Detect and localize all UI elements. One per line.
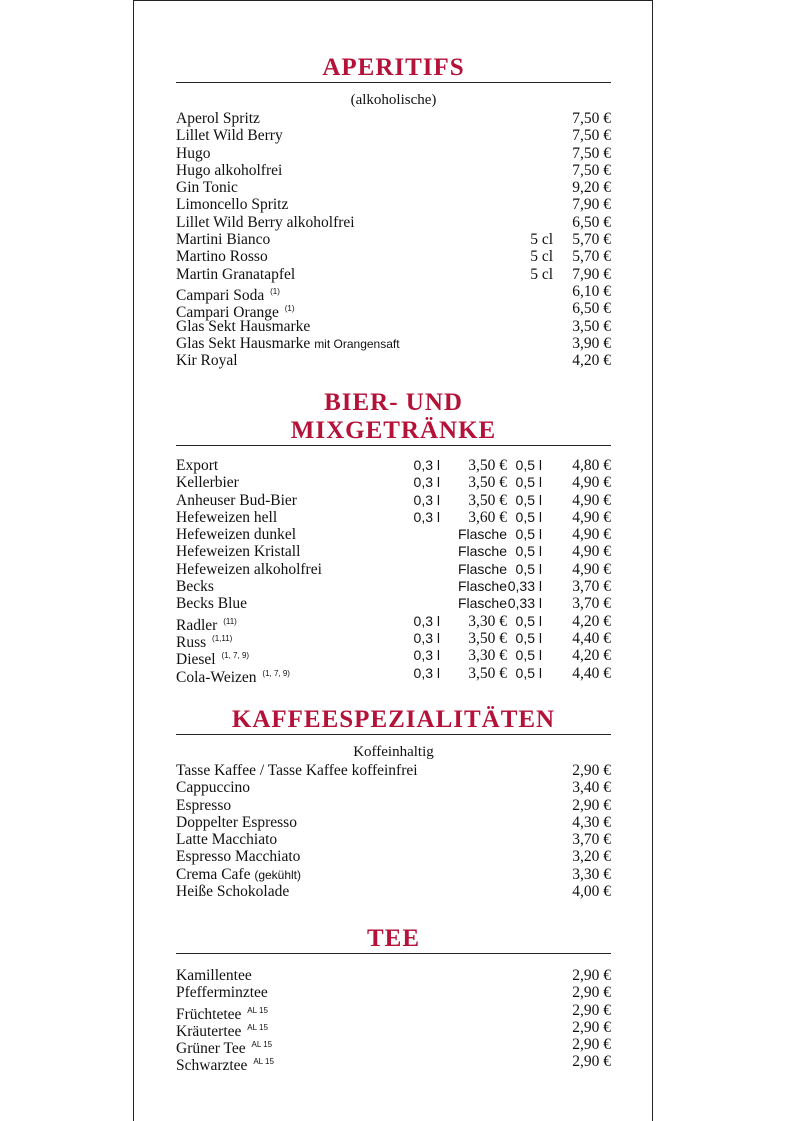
list-item: [176, 629, 611, 651]
list-item: [176, 248, 611, 265]
item-name: [176, 595, 247, 612]
item-note: (gekühlt): [254, 867, 302, 882]
item-price: 2,90 €: [572, 1018, 611, 1036]
item-name-text: Cappuccino: [176, 779, 251, 797]
item-price: 5,70 €: [572, 248, 611, 266]
item-name-text: Martino Rosso: [176, 248, 268, 266]
list-item: [176, 457, 611, 474]
kaffee-title: KAFFEESPEZIALITÄTEN: [231, 706, 556, 733]
list-item: [176, 474, 611, 491]
aperitifs-title: APERITIFS: [322, 54, 465, 81]
aperitifs-subtitle: (alkoholische): [350, 92, 437, 108]
item-name: [176, 509, 277, 526]
item-price: 7,50 €: [572, 144, 611, 162]
item-name-text: Kellerbier: [176, 474, 239, 492]
item-price: 2,90 €: [572, 796, 611, 814]
item-name: [176, 967, 252, 984]
item-name: [176, 866, 301, 884]
item-name: [176, 179, 238, 196]
item-size-large: 0,5 l: [515, 629, 542, 646]
item-price: 3,20 €: [572, 848, 611, 866]
item-price: 6,50 €: [572, 300, 611, 318]
item-name-text: Russ: [176, 633, 207, 651]
item-price-large: 4,90 €: [572, 474, 611, 492]
item-name-text: Espresso Macchiato: [176, 848, 301, 866]
item-price: 6,50 €: [572, 213, 611, 231]
list-item: [176, 883, 611, 900]
list-item: [176, 127, 611, 144]
item-size-small: 0,3 l: [413, 612, 440, 629]
bier-list: [176, 457, 611, 686]
item-size-large: 0,5 l: [515, 647, 542, 664]
list-item: [176, 1053, 611, 1075]
item-name-text: Aperol Spritz: [176, 110, 260, 127]
list-item: [176, 647, 611, 669]
item-name: [176, 831, 277, 848]
list-item: [176, 561, 611, 578]
item-name: [176, 526, 296, 543]
item-name: [176, 127, 283, 144]
list-item: [176, 318, 611, 335]
item-quantity: 5 cl: [530, 248, 553, 266]
tee-rule: [176, 953, 611, 954]
item-allergen-note: AL 15: [251, 1040, 273, 1050]
item-price: 3,30 €: [572, 865, 611, 883]
list-item: [176, 214, 611, 231]
item-size-small: 0,3 l: [413, 508, 440, 525]
list-item: [176, 179, 611, 196]
list-item: [176, 300, 611, 322]
item-name: [176, 762, 418, 779]
item-price: 7,50 €: [572, 127, 611, 145]
item-name-text: Becks: [176, 578, 214, 596]
list-item: [176, 1018, 611, 1040]
item-name-text: Früchtetee: [176, 1005, 242, 1023]
tee-title: TEE: [366, 925, 421, 952]
item-name: [176, 248, 268, 265]
item-name: [176, 578, 214, 595]
item-price-small: Flasche: [457, 560, 507, 577]
item-price-large: 4,90 €: [572, 491, 611, 509]
list-item: [176, 231, 611, 248]
bier-section: [176, 389, 611, 686]
item-price-small: Flasche: [457, 543, 507, 560]
item-name-text: Glas Sekt Hausmarke: [176, 317, 311, 335]
item-name-text: Latte Macchiato: [176, 831, 278, 849]
list-item: [176, 779, 611, 796]
item-quantity: 5 cl: [530, 231, 553, 249]
item-name-text: Schwarztee: [176, 1057, 248, 1075]
item-allergen-note: (1): [284, 304, 295, 314]
bier-title-line1: BIER- UND: [324, 389, 463, 416]
item-price: 3,40 €: [572, 779, 611, 797]
item-size-large: 0,33 l: [507, 578, 542, 595]
item-name: [176, 145, 210, 162]
item-name-text: Crema Cafe: [176, 865, 251, 883]
item-price-small: Flasche: [457, 595, 507, 612]
item-price-small: 3,50 €: [468, 491, 507, 509]
item-size-small: 0,3 l: [413, 647, 440, 664]
item-price: 3,90 €: [572, 334, 611, 352]
item-size-large: 0,5 l: [515, 491, 542, 508]
item-name-text: Grüner Tee: [176, 1040, 246, 1058]
item-name-text: Kamillentee: [176, 967, 252, 984]
bier-rule: [176, 445, 611, 446]
item-size-large: 0,5 l: [515, 612, 542, 629]
item-price-large: 4,20 €: [572, 612, 611, 630]
item-size-small: 0,3 l: [413, 457, 440, 473]
item-name-text: Hefeweizen hell: [176, 508, 278, 526]
item-price-large: 4,90 €: [572, 526, 611, 544]
item-size-large: 0,33 l: [507, 595, 542, 612]
item-name-text: Export: [176, 457, 219, 474]
item-allergen-note: AL 15: [247, 1005, 268, 1015]
item-price: 2,90 €: [572, 1036, 611, 1054]
item-name-text: Hefeweizen Kristall: [176, 543, 301, 561]
kaffee-subtitle: Koffeinhaltig: [353, 744, 434, 760]
item-allergen-note: AL 15: [247, 1022, 268, 1032]
bier-title-line2: MIXGETRÄNKE: [290, 417, 497, 444]
list-item: [176, 967, 611, 984]
item-size-large: 0,5 l: [515, 474, 542, 491]
item-name: [176, 352, 238, 369]
item-name: [176, 984, 268, 1001]
list-item: [176, 814, 611, 831]
list-item: [176, 984, 611, 1001]
item-price: 7,90 €: [572, 196, 611, 214]
list-item: [176, 664, 611, 686]
item-size-large: 0,5 l: [515, 543, 542, 560]
item-name: [176, 814, 297, 831]
item-price-large: 4,40 €: [572, 629, 611, 647]
item-price-large: 3,70 €: [572, 578, 611, 596]
item-name-text: Tasse Kaffee / Tasse Kaffee koffeinfrei: [176, 762, 418, 779]
item-price: 4,00 €: [572, 883, 611, 901]
item-name-text: Cola-Weizen: [176, 668, 257, 686]
item-name: [176, 318, 310, 335]
item-name: [176, 561, 322, 578]
item-size-small: 0,3 l: [413, 491, 440, 508]
item-price: 4,20 €: [572, 352, 611, 370]
item-name-text: Doppelter Espresso: [176, 813, 297, 831]
aperitifs-list: [176, 110, 611, 369]
item-price-large: 4,90 €: [572, 508, 611, 526]
item-size-small: 0,3 l: [413, 474, 440, 491]
aperitifs-rule: [176, 82, 611, 83]
item-name-text: Campari Orange: [176, 304, 279, 322]
item-name-text: Anheuser Bud-Bier: [176, 491, 297, 509]
item-price: 3,70 €: [572, 831, 611, 849]
item-name-text: Martin Granatapfel: [176, 265, 296, 283]
list-item: [176, 595, 611, 612]
item-price-small: Flasche: [457, 526, 507, 543]
item-price-small: Flasche: [457, 578, 507, 595]
item-name-text: Campari Soda: [176, 286, 265, 304]
item-price: 2,90 €: [572, 762, 611, 779]
list-item: [176, 543, 611, 560]
item-name-text: Diesel: [176, 651, 216, 669]
list-item: [176, 162, 611, 179]
item-name-text: Lillet Wild Berry alkoholfrei: [176, 213, 355, 231]
item-name: [176, 474, 239, 491]
list-item: [176, 266, 611, 283]
item-price: 3,50 €: [572, 317, 611, 335]
item-name: [176, 110, 260, 127]
item-size-large: 0,5 l: [515, 560, 542, 577]
item-price-small: 3,30 €: [468, 612, 507, 630]
kaffee-section: [176, 706, 611, 900]
item-price-large: 4,40 €: [572, 664, 611, 682]
item-name-text: Becks Blue: [176, 595, 248, 613]
item-name: [176, 196, 288, 213]
list-item: [176, 509, 611, 526]
item-name: [176, 335, 400, 353]
item-price: 2,90 €: [572, 984, 611, 1002]
item-price-small: 3,50 €: [468, 457, 507, 474]
list-item: [176, 831, 611, 848]
item-price: 7,50 €: [572, 110, 611, 127]
item-name: [176, 214, 355, 231]
item-price-large: 3,70 €: [572, 595, 611, 613]
item-name-text: Lillet Wild Berry: [176, 127, 283, 145]
item-price-small: 3,60 €: [468, 508, 507, 526]
item-price: 7,90 €: [572, 265, 611, 283]
item-size-large: 0,5 l: [515, 664, 542, 681]
item-name-text: Kräutertee: [176, 1022, 242, 1040]
item-name: [176, 779, 250, 796]
list-item: [176, 1036, 611, 1058]
item-price: 5,70 €: [572, 231, 611, 249]
item-name: [176, 665, 290, 686]
item-name-text: Radler: [176, 616, 218, 634]
list-item: [176, 578, 611, 595]
list-item: [176, 145, 611, 162]
item-name: [176, 1053, 274, 1074]
item-name-text: Gin Tonic: [176, 179, 238, 197]
item-size-small: 0,3 l: [413, 629, 440, 646]
item-price-large: 4,90 €: [572, 560, 611, 578]
item-name-text: Kir Royal: [176, 352, 238, 370]
item-name: [176, 848, 300, 865]
item-price: 2,90 €: [572, 967, 611, 984]
item-name: [176, 492, 297, 509]
item-name: [176, 457, 218, 474]
item-name-text: Hugo: [176, 144, 211, 162]
item-price: 4,30 €: [572, 813, 611, 831]
list-item: [176, 282, 611, 304]
item-price-small: 3,50 €: [468, 474, 507, 492]
item-name-text: Hefeweizen alkoholfrei: [176, 560, 322, 578]
item-price-small: 3,30 €: [468, 647, 507, 665]
list-item: [176, 797, 611, 814]
item-name: [176, 266, 295, 283]
item-name: [176, 883, 289, 900]
list-item: [176, 612, 611, 634]
kaffee-rule: [176, 734, 611, 735]
item-allergen-note: (1): [270, 286, 280, 296]
list-item: [176, 110, 611, 127]
item-price: 7,50 €: [572, 161, 611, 179]
item-name-text: Hefeweizen dunkel: [176, 526, 297, 544]
list-item: [176, 848, 611, 865]
kaffee-list: [176, 762, 611, 900]
list-item: [176, 352, 611, 369]
item-allergen-note: (1, 7, 9): [221, 651, 250, 661]
list-item: [176, 196, 611, 213]
item-allergen-note: (11): [223, 616, 237, 626]
item-price-small: 3,50 €: [468, 629, 507, 647]
tee-section: [176, 925, 611, 1075]
list-item: [176, 762, 611, 779]
item-name-text: Pfefferminztee: [176, 984, 268, 1002]
tee-list: [176, 967, 611, 1075]
list-item: [176, 526, 611, 543]
item-name: [176, 797, 231, 814]
item-name: [176, 231, 270, 248]
item-size-large: 0,5 l: [515, 457, 542, 473]
item-size-large: 0,5 l: [515, 526, 542, 543]
item-price-large: 4,80 €: [572, 457, 611, 474]
item-price-small: 3,50 €: [468, 664, 507, 682]
item-name-text: Heiße Schokolade: [176, 883, 290, 901]
item-name: [176, 162, 282, 179]
list-item: [176, 1001, 611, 1023]
item-name-text: Glas Sekt Hausmarke: [176, 334, 311, 352]
item-name-text: Hugo alkoholfrei: [176, 161, 283, 179]
item-allergen-note: AL 15: [253, 1057, 274, 1067]
list-item: [176, 866, 611, 883]
item-quantity: 5 cl: [530, 265, 553, 283]
list-item: [176, 335, 611, 352]
item-note: mit Orangensaft: [314, 336, 400, 351]
item-name: [176, 543, 300, 560]
item-price-large: 4,90 €: [572, 543, 611, 561]
item-name-text: Espresso: [176, 796, 232, 814]
item-size-large: 0,5 l: [515, 508, 542, 525]
item-price-large: 4,20 €: [572, 647, 611, 665]
item-price: 9,20 €: [572, 179, 611, 197]
item-price: 2,90 €: [572, 1001, 611, 1019]
item-size-small: 0,3 l: [413, 664, 440, 681]
item-name-text: Martini Bianco: [176, 231, 271, 249]
item-allergen-note: (1, 7, 9): [262, 668, 290, 678]
item-price: 2,90 €: [572, 1053, 611, 1071]
list-item: [176, 492, 611, 509]
item-allergen-note: (1,11): [212, 633, 233, 643]
item-name-text: Limoncello Spritz: [176, 196, 289, 214]
item-price: 6,10 €: [572, 282, 611, 300]
aperitifs-section: [176, 54, 611, 369]
